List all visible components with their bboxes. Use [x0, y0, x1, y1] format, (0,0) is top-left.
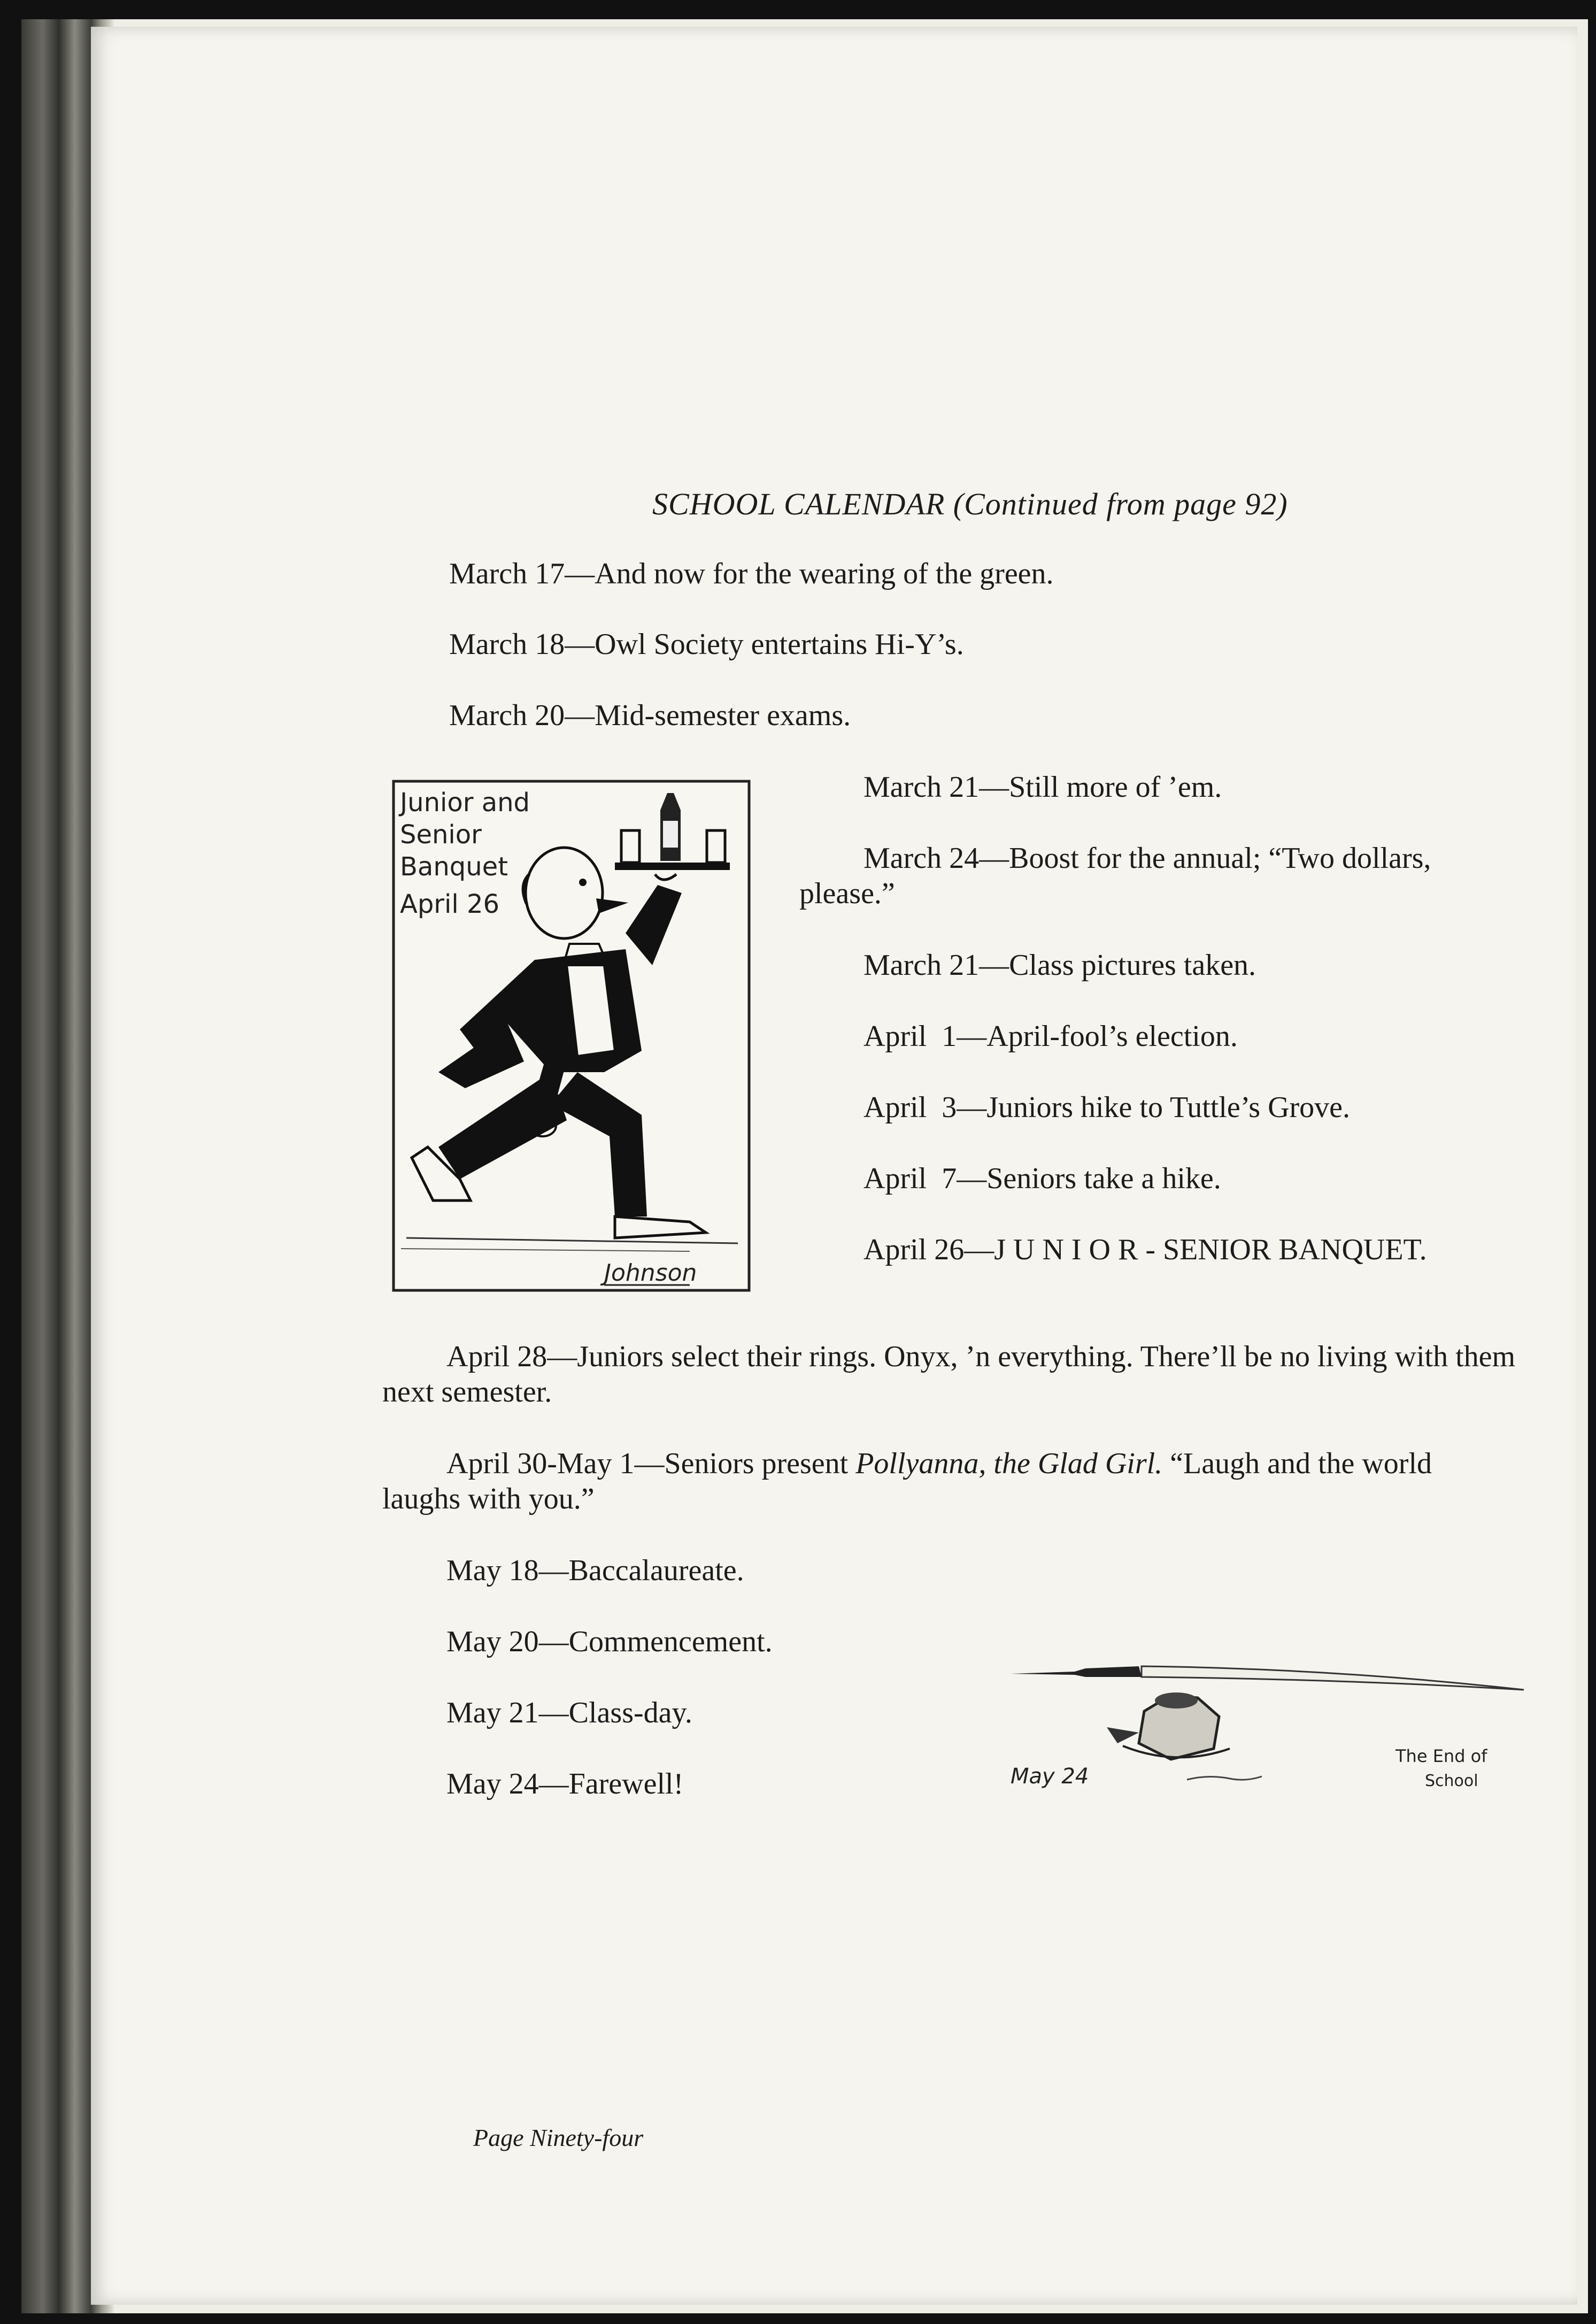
calendar-entry: April 3—Juniors hike to Tuttle’s Grove. [863, 1091, 1351, 1124]
page [91, 27, 1577, 2305]
play-title: Pollyanna, the Glad Girl. [855, 1447, 1163, 1480]
banquet-caption-line: April 26 [400, 889, 500, 919]
calendar-entry: March 20—Mid-semester exams. [449, 699, 851, 732]
calendar-entry: April 26—J U N I O R - SENIOR BANQUET. [863, 1233, 1427, 1266]
calendar-entry: April 28—Juniors select their rings. Onyx, ’n everything. There’ll be no living with them next semester. [382, 1340, 1516, 1409]
end-caption-line: The End of [1395, 1746, 1487, 1766]
banquet-waiter-illustration [390, 773, 754, 1297]
banquet-caption-line: Banquet [400, 852, 508, 882]
heading-continued: (Continued from page 92) [953, 487, 1288, 521]
calendar-entry: March 24—Boost for the annual; “Two dollars, please.” [799, 842, 1431, 910]
calendar-entry: March 18—Owl Society entertains Hi-Y’s. [449, 628, 964, 661]
end-caption-line: School [1425, 1772, 1478, 1790]
calendar-entry: March 17—And now for the wearing of the green. [449, 557, 1054, 590]
banquet-caption-line: Senior [400, 820, 482, 850]
calendar-entry: March 21—Class pictures taken. [863, 949, 1256, 982]
calendar-entry: May 20—Commencement. [446, 1625, 773, 1658]
heading-title: SCHOOL CALENDAR [652, 487, 945, 521]
page-heading [652, 487, 1288, 522]
calendar-entry [382, 1446, 1516, 1517]
end-date: May 24 [1011, 1764, 1089, 1789]
banquet-signature: Johnson [604, 1259, 697, 1287]
banquet-caption-line: Junior and [400, 788, 530, 818]
entry-text: “Laugh and the world laughs with you.” [382, 1447, 1432, 1515]
calendar-entry: April 1—April-fool’s election. [863, 1020, 1238, 1053]
calendar-entry: May 18—Baccalaureate. [446, 1554, 744, 1587]
page-number: Page Ninety-four [473, 2124, 644, 2151]
entry-text: April 30-May 1—Seniors present [446, 1447, 856, 1480]
calendar-entry: May 21—Class-day. [446, 1696, 692, 1729]
calendar-entry: May 24—Farewell! [446, 1767, 684, 1800]
pen-and-inkwell-illustration [1011, 1647, 1556, 1807]
calendar-entry: March 21—Still more of ’em. [863, 771, 1222, 804]
calendar-entry: April 7—Seniors take a hike. [863, 1162, 1221, 1195]
